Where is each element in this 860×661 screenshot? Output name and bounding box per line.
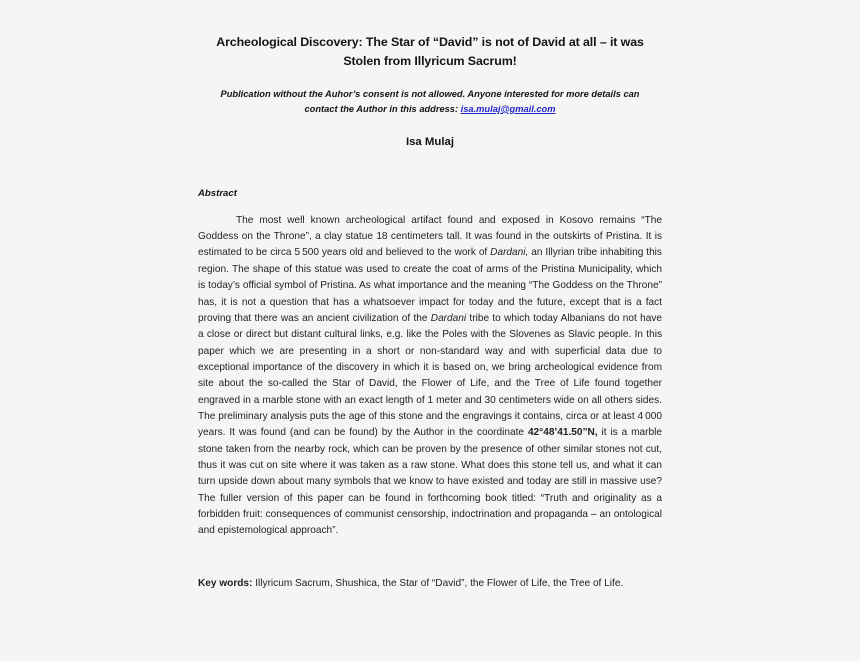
keywords-label: Key words:	[198, 577, 253, 589]
abstract-italic-dardani-2: Dardani	[430, 312, 467, 324]
abstract-italic-dardani-1: Dardani,	[490, 247, 529, 259]
page-title: Archeological Discovery: The Star of “David” is not of David at all – it was Stolen from Illyricum Sacrum!	[216, 35, 644, 68]
author-name: Isa Mulaj	[405, 135, 455, 148]
abstract-heading: Abstract	[198, 187, 237, 199]
keywords-value: Illyricum Sacrum, Shushica, the Star of “David”, the Flower of Life, the Tree of Life.	[252, 577, 624, 589]
keywords-line	[198, 540, 662, 592]
abstract-text-part-4: it is a marble stone taken from the nearby rock, which can be proven by the presence of other similar stones not cut, thus it was cut on site where it was taken as a raw stone. What does this stone tell us, and what it can turn upside down about many symbols that we know to have existed and today are still in massive use? The fuller version of this paper can be found in forthcoming book titled: “Truth and originality as a forbidden fruit: consequences of communist censorship, indoctrination and propaganda – an ontological and epistemological approach”.	[198, 427, 662, 537]
abstract-text-part-2: an Illyrian tribe inhabiting this region. The shape of this statue was used to create the coat of arms of the Pristina Municipality, which is today’s official symbol of Pristina. As what importance and the meaning “The Goddess on the Throne” has, it is not a question that has a whatsoever impact for today and the future, except that is a fact proving that there was an ancient civilization of the	[198, 247, 662, 324]
abstract-text-part-1: The most well known archeological artifact found and exposed in Kosovo remains “The Goddess on the Throne”, a clay statue 18 centimeters tall. It was found in the outskirts of Pristina. It is estimated to be circa 5 500 years old and believed to the work of	[198, 214, 662, 259]
document-content-column	[198, 0, 662, 592]
publication-notice-text: Publication without the Auhor’s consent is not allowed. Anyone interested for more details can contact the Author in this address:	[220, 88, 640, 114]
publication-notice	[198, 71, 662, 117]
abstract-coordinate-value: 42°48’41.50”N,	[527, 427, 598, 439]
abstract-text-part-3: tribe to which today Albanians do not have a close or direct but distant cultural links, e.g. like the Poles with the Slovenes as Slavic people. In this paper which we are presenting in a short or non-standard way and with superficial data due to exceptional importance of the discovery in which it is based on, we bring archeological evidence from site about the so-called the Star of David, the Flower of Life, and the Tree of Life found together engraved in a marble stone with an exact length of 1 meter and 30 centimeters wide on all others sides. The preliminary analysis puts the age of this stone and the engravings it contains, circa or at least 4 000 years. It was found (and can be found) by the Author in the coordinate	[198, 312, 662, 439]
abstract-paragraph	[198, 199, 662, 540]
author-email-link[interactable]: isa.mulaj@gmail.com	[460, 103, 556, 114]
